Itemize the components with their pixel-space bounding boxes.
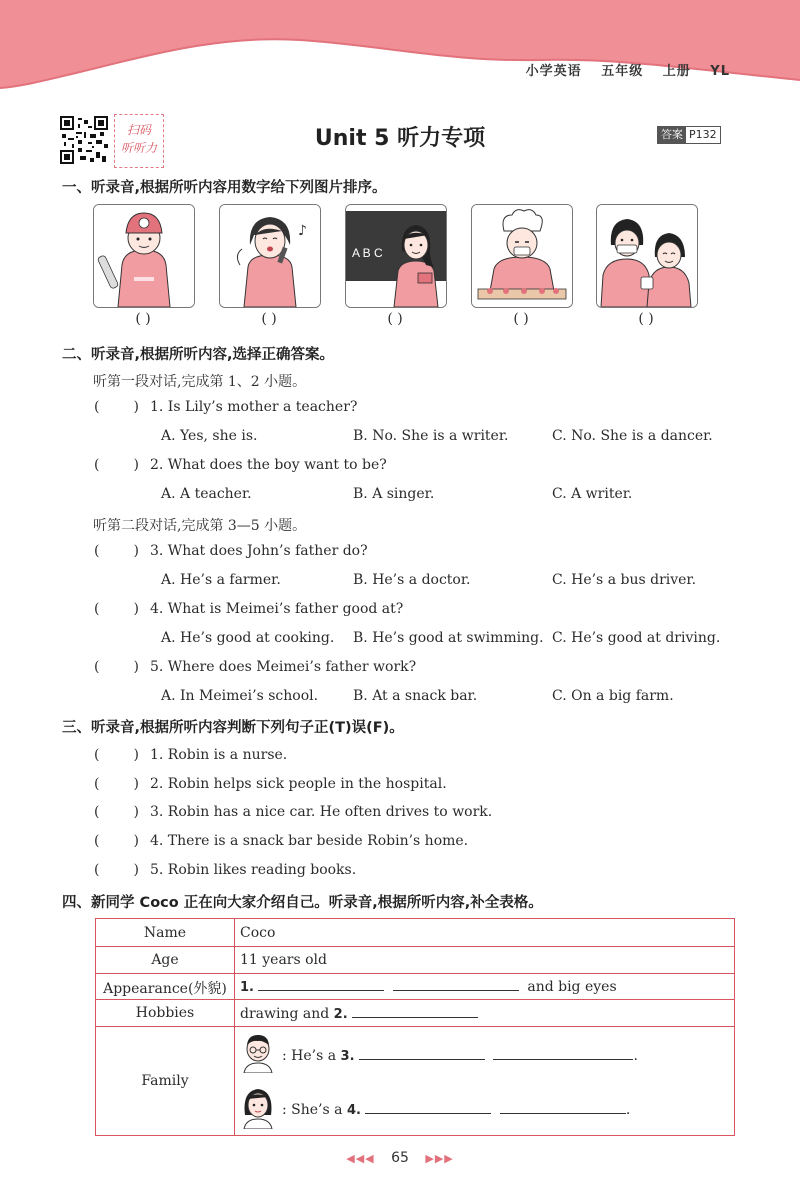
appearance-tail: and big eyes (527, 979, 617, 995)
option-a: A. Yes, she is. (161, 428, 258, 444)
father-line (282, 1047, 638, 1064)
statement-text: 4. There is a snack bar beside Robin’s home. (150, 833, 469, 849)
question-text: 5. Where does Meimei’s father work? (150, 659, 417, 675)
question-text: 2. What does the boy want to be? (150, 457, 387, 473)
answer-page: P132 (689, 128, 717, 141)
table-row-divider (96, 1026, 734, 1027)
fill-blank[interactable] (359, 1047, 485, 1060)
hobbies-prefix: drawing and (240, 1006, 330, 1022)
fill-blank[interactable] (500, 1101, 626, 1114)
father-avatar-icon (240, 1031, 276, 1073)
question-text: 3. What does John’s father do? (150, 543, 368, 559)
hobbies-label: Hobbies (135, 1005, 195, 1021)
statement-text: 1. Robin is a nurse. (150, 747, 288, 763)
answer-bracket[interactable]: ( ) (94, 543, 139, 559)
volume-label: 上册 (662, 64, 691, 79)
blank-number: 1. (240, 980, 254, 995)
section2-heading: 二、听录音,根据所听内容,选择正确答案。 (62, 347, 335, 363)
section4-heading: 四、新同学 Coco 正在向大家介绍自己。听录音,根据所听内容,补全表格。 (62, 895, 543, 911)
scan-label-line2: 听听力 (120, 141, 157, 155)
cook-picture (471, 204, 573, 308)
firefighter-picture (93, 204, 195, 308)
period: . (625, 1102, 631, 1118)
info-table (95, 918, 735, 1136)
question-row (94, 659, 416, 675)
option-b: B. A singer. (353, 486, 435, 502)
page-number: 65 (391, 1150, 409, 1166)
answer-bracket[interactable]: ( ) (94, 776, 139, 792)
blank-number: 3. (340, 1049, 355, 1064)
appearance-value (240, 978, 617, 995)
fill-blank[interactable] (393, 978, 519, 991)
option-b: B. He’s good at swimming. (353, 630, 544, 646)
answer-bracket[interactable]: ( ) (94, 862, 139, 878)
blank-number: 4. (346, 1103, 361, 1118)
question-text: 1. Is Lily’s mother a teacher? (150, 399, 358, 415)
table-row-divider (96, 973, 734, 974)
blank-number: 2. (333, 1007, 348, 1022)
family-label: Family (141, 1073, 189, 1089)
page-title: Unit 5 听力专项 (314, 126, 486, 151)
option-a: A. He’s good at cooking. (161, 630, 335, 646)
option-c: C. He’s good at driving. (552, 630, 721, 646)
statement-text: 3. Robin has a nice car. He often drives to work. (150, 804, 493, 820)
answer-bracket[interactable]: ( ) (94, 457, 139, 473)
board-text: A B C (352, 246, 383, 260)
question-text: 4. What is Meimei’s father good at? (150, 601, 404, 617)
option-a: A. A teacher. (161, 486, 252, 502)
section1-heading: 一、听录音,根据所听内容用数字给下列图片排序。 (62, 180, 387, 196)
nurse-picture (596, 204, 698, 308)
svg-text:♪: ♪ (298, 223, 307, 239)
answer-bracket[interactable]: ( ) (94, 601, 139, 617)
question-row (94, 457, 387, 473)
option-c: C. No. She is a dancer. (552, 428, 713, 444)
hobbies-value (240, 1005, 478, 1022)
answer-bracket[interactable]: ( ) (94, 399, 139, 415)
fill-blank[interactable] (493, 1047, 633, 1060)
statement-row (94, 862, 356, 878)
answer-label: 答案 (658, 127, 686, 143)
statement-row (94, 804, 492, 820)
question-row (94, 399, 357, 415)
picture-answer-blank[interactable]: ( ) (513, 311, 529, 327)
table-divider (234, 919, 235, 1135)
option-c: C. A writer. (552, 486, 633, 502)
singer-picture (219, 204, 321, 308)
answer-bracket[interactable]: ( ) (94, 833, 139, 849)
picture-answer-blank[interactable]: ( ) (387, 311, 403, 327)
question-row (94, 543, 368, 559)
dialogue1-instruction: 听第一段对话,完成第 1、2 小题。 (93, 374, 307, 390)
father-prefix: : He’s a (282, 1048, 337, 1064)
age-label: Age (151, 952, 179, 968)
option-a: A. In Meimei’s school. (161, 688, 319, 704)
period: . (633, 1048, 638, 1064)
table-row-divider (96, 946, 734, 947)
dialogue2-instruction: 听第二段对话,完成第 3—5 小题。 (93, 518, 307, 534)
option-c: C. On a big farm. (552, 688, 674, 704)
option-b: B. No. She is a writer. (353, 428, 509, 444)
option-a: A. He’s a farmer. (161, 572, 281, 588)
answer-bracket[interactable]: ( ) (94, 804, 139, 820)
previous-arrows-icon[interactable]: ◀◀◀ (346, 1152, 375, 1165)
section3-heading: 三、听录音,根据所听内容判断下列句子正(T)误(F)。 (62, 720, 404, 736)
statement-text: 5. Robin likes reading books. (150, 862, 357, 878)
teacher-picture (345, 204, 447, 308)
next-arrows-icon[interactable]: ▶▶▶ (425, 1152, 454, 1165)
fill-blank[interactable] (352, 1005, 478, 1018)
name-label: Name (143, 925, 187, 941)
name-value: Coco (240, 925, 276, 941)
picture-answer-blank[interactable]: ( ) (261, 311, 277, 327)
mother-prefix: : She’s a (282, 1102, 343, 1118)
statement-row (94, 747, 287, 763)
option-c: C. He’s a bus driver. (552, 572, 697, 588)
age-value: 11 years old (240, 952, 328, 968)
appearance-label: Appearance(外貌) (103, 981, 227, 997)
answer-bracket[interactable]: ( ) (94, 747, 139, 763)
fill-blank[interactable] (258, 978, 384, 991)
answer-bracket[interactable]: ( ) (94, 659, 139, 675)
mother-avatar-icon (240, 1085, 276, 1129)
page-footer (0, 1150, 800, 1166)
statement-text: 2. Robin helps sick people in the hospital. (150, 776, 447, 792)
option-b: B. He’s a doctor. (353, 572, 471, 588)
statement-row (94, 833, 468, 849)
grade-label: 五年级 (601, 64, 644, 79)
header-banner (0, 0, 800, 95)
table-row-divider (96, 999, 734, 1000)
fill-blank[interactable] (365, 1101, 491, 1114)
question-row (94, 601, 403, 617)
edition-label: YL (710, 64, 730, 79)
statement-row (94, 776, 447, 792)
book-label (526, 60, 730, 79)
answer-reference (657, 126, 721, 144)
picture-answer-blank[interactable]: ( ) (638, 311, 654, 327)
picture-answer-blank[interactable]: ( ) (135, 311, 151, 327)
mother-line (282, 1101, 630, 1118)
subject-label: 小学英语 (525, 64, 582, 79)
scan-label-line1: 扫码 (126, 123, 151, 137)
option-b: B. At a snack bar. (353, 688, 478, 704)
